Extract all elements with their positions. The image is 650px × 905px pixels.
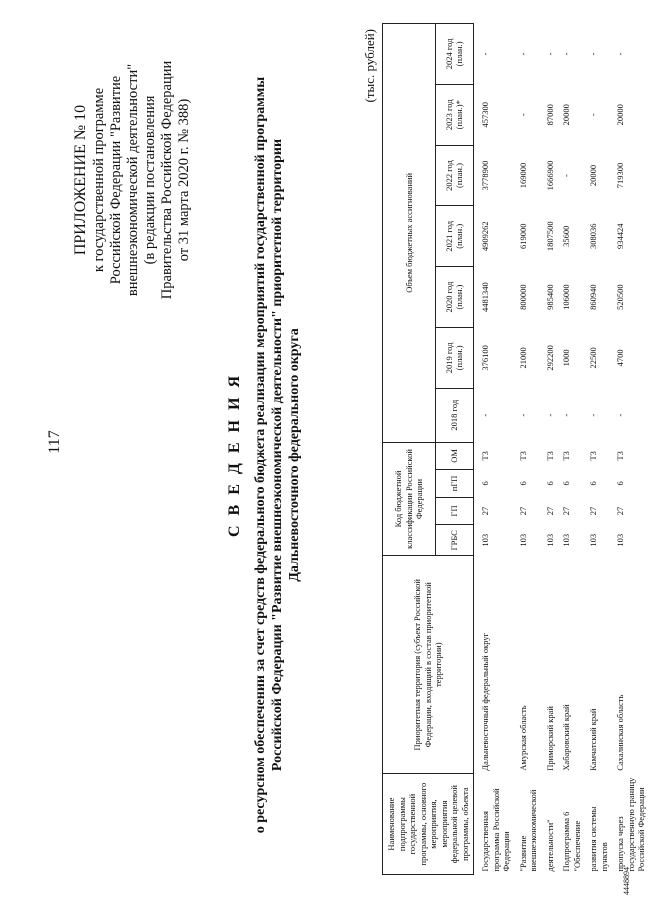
budget-code-cell: 27 — [517, 506, 528, 516]
amount-cell: 4481340 — [480, 282, 490, 312]
header-code-col: ГП — [435, 497, 473, 525]
amount-cell: - — [517, 113, 528, 117]
appendix-line: Правительства Российской Федерации — [159, 60, 175, 300]
appendix-block — [72, 30, 193, 330]
amount-cell: 619000 — [517, 223, 528, 250]
amount-cell: 292200 — [544, 345, 555, 371]
table-row — [542, 24, 559, 875]
header-code-col: ОМ — [435, 442, 473, 470]
table-row — [474, 24, 515, 875]
budget-code-cell: Т3 — [544, 451, 555, 461]
amount-cell: 106000 — [561, 284, 571, 310]
budget-code-cell: Т3 — [615, 451, 625, 461]
territory-cell: Амурская область — [517, 705, 528, 771]
header-name: Наименование подпрограммы государственной программы, основного мероприятия, мероприятия федеральной целевой программы, объекта — [383, 774, 474, 875]
program-name-cell: Государственная программа Российской Федерации — [480, 788, 511, 872]
amount-cell: - — [588, 413, 598, 417]
header-year: 2021 год (план.) — [435, 206, 473, 267]
territory-cell: Хабаровский край — [561, 704, 571, 771]
amount-cell: 20000 — [588, 164, 598, 187]
amount-cell: 376100 — [480, 345, 490, 371]
amount-cell: 21000 — [517, 347, 528, 369]
title-line: Российской Федерации "Развитие внешнеэкономической деятельности" приоритетной территории — [270, 138, 285, 772]
budget-code-cell: 27 — [561, 506, 571, 516]
amount-cell: 1807500 — [544, 221, 555, 252]
header-year: 2020 год (план.) — [435, 267, 473, 328]
budget-code-cell: 103 — [480, 533, 490, 547]
territory-cell: Дальневосточный федеральный округ — [480, 632, 490, 771]
amount-cell: 308036 — [588, 223, 598, 250]
amount-cell: - — [561, 174, 571, 177]
program-name-cell: деятельности" — [544, 819, 555, 872]
header-volume: Объем бюджетных ассигнований — [383, 24, 436, 443]
units-label: (тыс. рублей) — [362, 29, 377, 103]
amount-cell: 719300 — [615, 162, 625, 189]
amount-cell: 985400 — [544, 284, 555, 310]
appendix-line: (в редакции постановления — [142, 95, 158, 265]
budget-code-cell: Т3 — [480, 451, 490, 461]
amount-cell: 169000 — [517, 162, 528, 189]
header-code-col: ГРБС — [435, 525, 473, 556]
budget-code-cell: 6 — [615, 481, 625, 486]
budget-code-cell: Т3 — [588, 451, 598, 461]
territory-cell: Сахалинская область — [615, 694, 625, 771]
title-heading: С В Е Д Е Н И Я — [226, 372, 243, 538]
program-name-cell: пропуска через государственную границу Российской Федерации — [615, 777, 646, 872]
amount-cell: - — [615, 52, 625, 56]
table-row — [612, 24, 650, 875]
budget-code-cell: 6 — [517, 481, 528, 486]
amount-cell: 20000 — [561, 104, 571, 126]
amount-cell: 35600 — [561, 225, 571, 247]
table-row — [585, 24, 612, 875]
budget-code-cell: 103 — [517, 533, 528, 547]
budget-code-cell: 6 — [588, 481, 598, 486]
appendix-line: Российской Федерации "Развитие — [108, 75, 124, 285]
amount-cell: - — [544, 52, 555, 56]
amount-cell: - — [480, 52, 490, 56]
amount-cell: 520500 — [615, 284, 625, 310]
table-row — [515, 24, 542, 875]
amount-cell: 4909262 — [480, 221, 490, 252]
program-name-cell: Подпрограмма 6 "Обеспечение — [561, 811, 582, 872]
budget-code-cell: 6 — [480, 481, 490, 486]
amount-cell: 20000 — [615, 104, 625, 126]
amount-cell: 457300 — [480, 101, 490, 128]
title-line: Дальневосточного федерального округа — [287, 328, 302, 582]
table-row — [558, 24, 585, 875]
program-name-cell: "Развитие внешнеэкономической — [517, 789, 538, 872]
amount-cell: 1666900 — [544, 160, 555, 191]
title-line: о ресурсном обеспечении за счет средств федерального бюджета реализации мероприятий государственной программы — [253, 76, 268, 834]
amount-cell: 860940 — [588, 284, 598, 310]
amount-cell: - — [561, 52, 571, 56]
amount-cell: 800000 — [517, 284, 528, 310]
territory-cell: Приморский край — [544, 706, 555, 771]
amount-cell: - — [615, 413, 625, 417]
budget-code-cell: 103 — [561, 533, 571, 547]
header-year: 2019 год (план.) — [435, 327, 473, 388]
amount-cell: 934424 — [615, 223, 625, 250]
budget-code-cell: 6 — [561, 481, 571, 486]
document-code: 4448894 — [622, 867, 631, 895]
appendix-title: ПРИЛОЖЕНИЕ № 10 — [72, 104, 89, 256]
budget-code-cell: 103 — [544, 533, 555, 547]
header-year: 2022 год (план.) — [435, 145, 473, 206]
budget-code-cell: 27 — [480, 506, 490, 516]
amount-cell: - — [480, 413, 490, 417]
header-year: 2024 год (план.) — [435, 24, 473, 85]
table-body — [474, 24, 650, 875]
page-number: 117 — [46, 430, 63, 454]
amount-cell: - — [588, 52, 598, 56]
territory-cell: Камчатский край — [588, 708, 598, 771]
header-territory: Приоритетная территория (субъект Российской Федерации, входящий в состав приоритетной территории) — [383, 556, 474, 774]
budget-code-cell: Т3 — [561, 451, 571, 461]
amount-cell: - — [561, 413, 571, 417]
appendix-line: к государственной программе — [91, 87, 107, 273]
budget-code-cell: 27 — [544, 506, 555, 516]
amount-cell: - — [544, 413, 555, 417]
amount-cell: 22500 — [588, 347, 598, 369]
header-year: 2018 год — [435, 388, 473, 442]
amount-cell: 3778900 — [480, 160, 490, 191]
header-year: 2023 год (план.)* — [435, 84, 473, 145]
amount-cell: - — [517, 413, 528, 417]
document-title — [226, 65, 303, 845]
appendix-line: внешнеэкономической деятельности" — [125, 63, 141, 297]
budget-code-cell: 27 — [615, 506, 625, 516]
budget-code-cell: 103 — [615, 533, 625, 547]
amount-cell: 4700 — [615, 349, 625, 367]
budget-code-cell: Т3 — [517, 451, 528, 461]
amount-cell: 1000 — [561, 349, 571, 367]
budget-code-cell: 103 — [588, 533, 598, 547]
budget-code-cell: 6 — [544, 481, 555, 486]
amount-cell: 87000 — [544, 104, 555, 126]
header-code-col: пГП — [435, 470, 473, 498]
amount-cell: - — [517, 52, 528, 56]
header-budget-code: Код бюджетной классификации Российской Федерации — [383, 442, 436, 556]
amount-cell: - — [588, 113, 598, 117]
program-name-cell: развития системы пунктов — [588, 806, 609, 872]
budget-table — [382, 23, 650, 875]
budget-code-cell: 27 — [588, 506, 598, 516]
appendix-line: от 31 марта 2020 г. № 388) — [176, 98, 192, 262]
